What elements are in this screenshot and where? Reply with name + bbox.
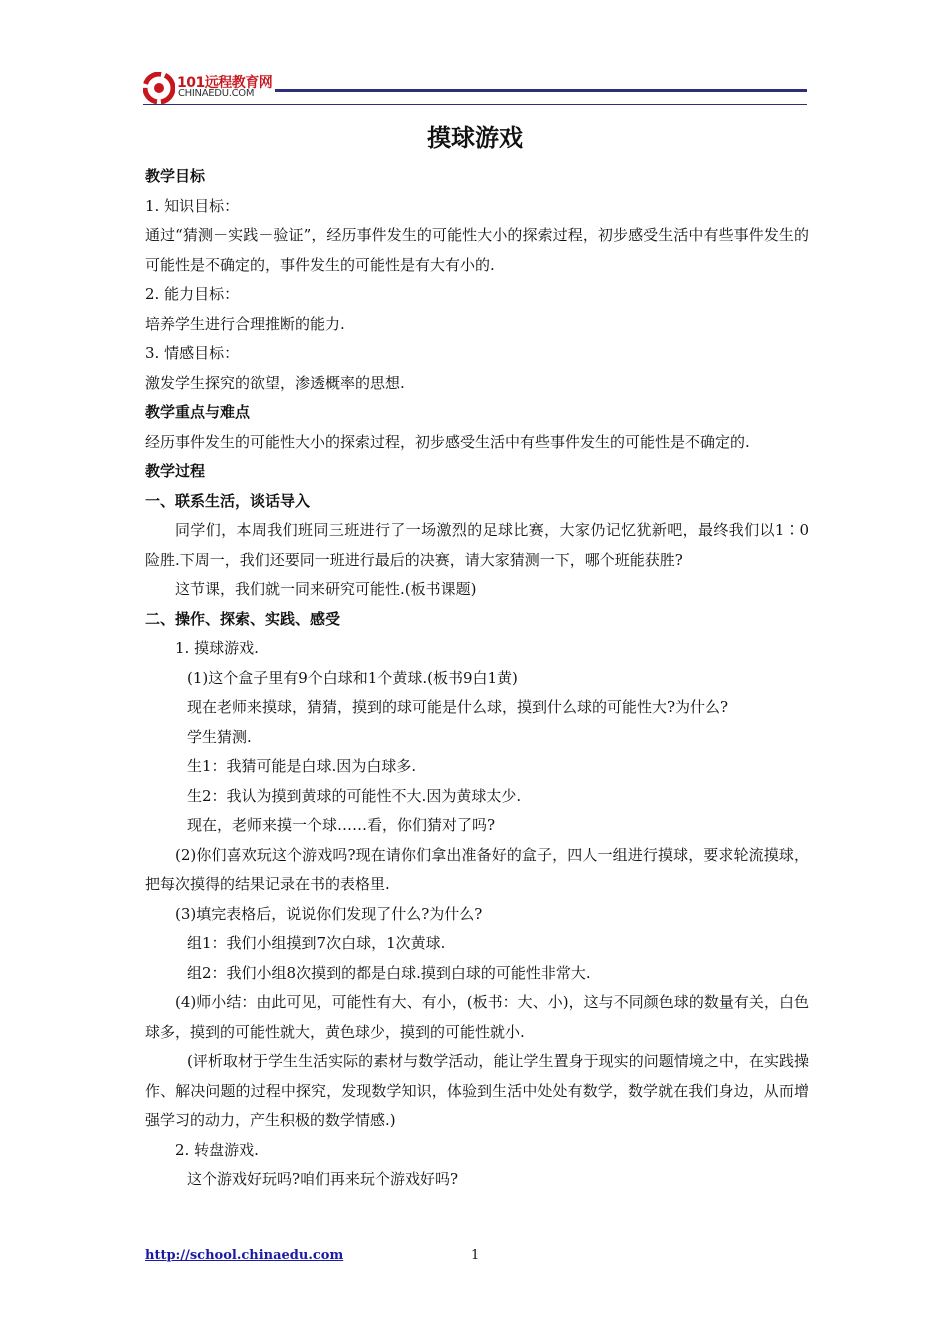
section-heading: 一、联系生活，谈话导入	[145, 491, 311, 510]
body-paragraph: 生1：我猜可能是白球.因为白球多.	[187, 757, 417, 775]
body-paragraph: 现在老师来摸球，猜猜，摸到的球可能是什么球，摸到什么球的可能性大?为什么?	[187, 698, 729, 716]
section-heading: 二、操作、探索、实践、感受	[145, 609, 341, 628]
page-footer	[145, 1248, 809, 1270]
body-paragraph: 通过“猜测－实践－验证”，经历事件发生的可能性大小的探索过程，初步感受生活中有些事件发生的可能性是不确定的，事件发生的可能性是有大有小的.	[145, 226, 809, 274]
body-paragraph: 培养学生进行合理推断的能力.	[145, 314, 345, 333]
body-paragraph: 经历事件发生的可能性大小的探索过程，初步感受生活中有些事件发生的可能性是不确定的.	[145, 432, 750, 451]
body-paragraph: (评析取材于学生生活实际的素材与数学活动，能让学生置身于现实的问题情境之中，在实践操作、解决问题的过程中探究，发现数学知识，体验到生活中处处有数学，数学就在我们身边，从而增强学习的动力，产生积极的数学情感.)	[145, 1052, 809, 1129]
chinaedu-logo-icon	[143, 72, 175, 104]
body-paragraph: (4)师小结：由此可见，可能性有大、有小，(板书：大、小)，这与不同颜色球的数量有关，白色球多，摸到的可能性就大，黄色球少，摸到的可能性就小.	[145, 993, 809, 1041]
body-paragraph: 这个游戏好玩吗?咱们再来玩个游戏好吗?	[187, 1170, 459, 1188]
body-paragraph: 激发学生探究的欲望，渗透概率的思想.	[145, 373, 405, 392]
body-paragraph: 组2：我们小组8次摸到的都是白球.摸到白球的可能性非常大.	[187, 963, 591, 982]
body-paragraph: 学生猜测.	[187, 727, 252, 746]
logo-text-bottom: CHINAEDU.COM	[178, 88, 255, 99]
document-title: 摸球游戏	[427, 124, 523, 152]
section-heading: 教学过程	[145, 462, 206, 480]
body-paragraph: 同学们，本周我们班同三班进行了一场激烈的足球比赛，大家仍记忆犹新吧，最终我们以1∶0险胜.下周一，我们还要同一班进行最后的决赛，请大家猜测一下，哪个班能获胜?	[145, 521, 809, 569]
logo-text-top: 101远程教育网	[177, 75, 273, 91]
page-number: 1	[471, 1248, 480, 1263]
body-paragraph: (2)你们喜欢玩这个游戏吗?现在请你们拿出准备好的盒子，四人一组进行摸球，要求轮流摸球，把每次摸得的结果记录在书的表格里.	[145, 845, 809, 893]
page-header	[143, 70, 807, 106]
body-paragraph: 1. 摸球游戏.	[175, 639, 259, 657]
body-paragraph: 组1：我们小组摸到7次白球，1次黄球.	[187, 934, 446, 952]
header-rule	[275, 89, 807, 92]
section-heading: 教学重点与难点	[145, 403, 251, 421]
header-rule-thin	[143, 104, 807, 105]
body-paragraph: 2. 转盘游戏.	[175, 1140, 259, 1159]
section-heading: 教学目标	[145, 167, 206, 185]
body-paragraph: (1)这个盒子里有9个白球和1个黄球.(板书9白1黄)	[187, 668, 518, 687]
body-paragraph: 2. 能力目标：	[145, 285, 240, 303]
body-paragraph: 这节课，我们就一同来研究可能性.(板书课题)	[175, 580, 477, 598]
body-paragraph: 现在，老师来摸一个球……看，你们猜对了吗?	[187, 816, 496, 834]
footer-link[interactable]: http://school.chinaedu.com	[145, 1248, 344, 1263]
body-paragraph: 生2：我认为摸到黄球的可能性不大.因为黄球太少.	[187, 786, 522, 805]
body-paragraph: (3)填完表格后，说说你们发现了什么?为什么?	[175, 904, 483, 923]
body-paragraph: 1. 知识目标：	[145, 196, 240, 215]
body-paragraph: 3. 情感目标：	[145, 344, 240, 362]
document-body	[145, 162, 809, 1195]
